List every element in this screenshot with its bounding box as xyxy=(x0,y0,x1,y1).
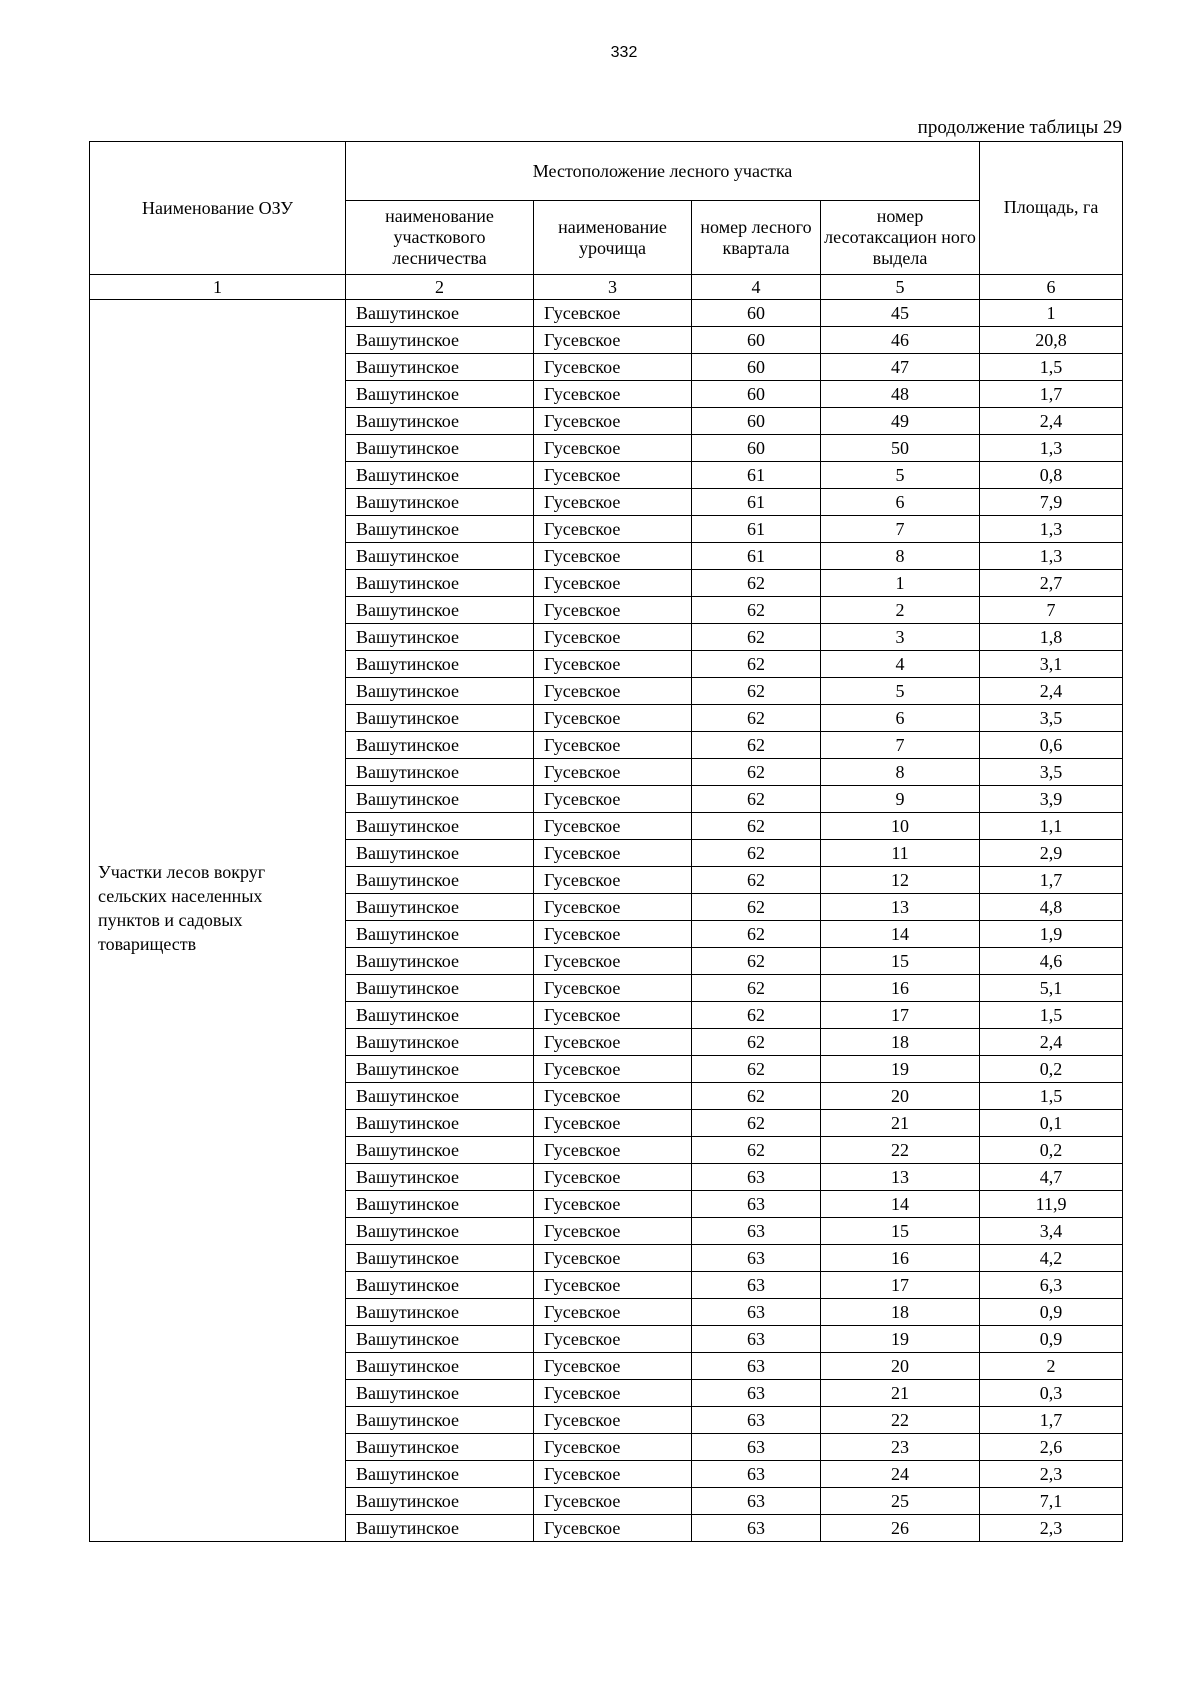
cell-urochishche: Гусевское xyxy=(534,1434,692,1461)
cell-vydel: 22 xyxy=(821,1137,980,1164)
header-vydel: номер лесотаксацион ного выдела xyxy=(821,201,980,275)
cell-area: 7 xyxy=(980,597,1123,624)
cell-urochishche: Гусевское xyxy=(534,975,692,1002)
cell-kvartal: 63 xyxy=(692,1353,821,1380)
cell-area: 1,7 xyxy=(980,867,1123,894)
cell-urochishche: Гусевское xyxy=(534,1380,692,1407)
cell-lesnichestvo: Вашутинское xyxy=(346,1029,534,1056)
cell-kvartal: 62 xyxy=(692,975,821,1002)
cell-kvartal: 63 xyxy=(692,1407,821,1434)
cell-kvartal: 60 xyxy=(692,327,821,354)
cell-kvartal: 62 xyxy=(692,759,821,786)
cell-area: 2,6 xyxy=(980,1434,1123,1461)
cell-lesnichestvo: Вашутинское xyxy=(346,1083,534,1110)
cell-urochishche: Гусевское xyxy=(534,354,692,381)
cell-kvartal: 62 xyxy=(692,705,821,732)
cell-kvartal: 62 xyxy=(692,894,821,921)
cell-vydel: 49 xyxy=(821,408,980,435)
cell-kvartal: 62 xyxy=(692,921,821,948)
header-location-group: Местоположение лесного участка xyxy=(346,142,980,201)
cell-kvartal: 62 xyxy=(692,1002,821,1029)
cell-urochishche: Гусевское xyxy=(534,327,692,354)
cell-vydel: 4 xyxy=(821,651,980,678)
cell-vydel: 14 xyxy=(821,1191,980,1218)
cell-lesnichestvo: Вашутинское xyxy=(346,1299,534,1326)
cell-kvartal: 62 xyxy=(692,1083,821,1110)
cell-kvartal: 62 xyxy=(692,840,821,867)
cell-urochishche: Гусевское xyxy=(534,300,692,327)
cell-vydel: 15 xyxy=(821,948,980,975)
cell-kvartal: 62 xyxy=(692,678,821,705)
cell-area: 1,8 xyxy=(980,624,1123,651)
cell-urochishche: Гусевское xyxy=(534,813,692,840)
cell-lesnichestvo: Вашутинское xyxy=(346,1110,534,1137)
cell-area: 2,9 xyxy=(980,840,1123,867)
cell-kvartal: 63 xyxy=(692,1299,821,1326)
cell-area: 2 xyxy=(980,1353,1123,1380)
cell-lesnichestvo: Вашутинское xyxy=(346,786,534,813)
cell-vydel: 45 xyxy=(821,300,980,327)
cell-urochishche: Гусевское xyxy=(534,948,692,975)
cell-area: 20,8 xyxy=(980,327,1123,354)
cell-kvartal: 63 xyxy=(692,1515,821,1542)
cell-vydel: 8 xyxy=(821,543,980,570)
cell-lesnichestvo: Вашутинское xyxy=(346,1353,534,1380)
cell-kvartal: 61 xyxy=(692,543,821,570)
cell-urochishche: Гусевское xyxy=(534,786,692,813)
cell-vydel: 7 xyxy=(821,516,980,543)
cell-vydel: 23 xyxy=(821,1434,980,1461)
cell-urochishche: Гусевское xyxy=(534,624,692,651)
cell-area: 1,7 xyxy=(980,1407,1123,1434)
cell-kvartal: 62 xyxy=(692,813,821,840)
cell-kvartal: 62 xyxy=(692,1029,821,1056)
header-kvartal: номер лесного квартала xyxy=(692,201,821,275)
cell-urochishche: Гусевское xyxy=(534,1137,692,1164)
cell-kvartal: 62 xyxy=(692,597,821,624)
cell-lesnichestvo: Вашутинское xyxy=(346,1488,534,1515)
cell-urochishche: Гусевское xyxy=(534,1353,692,1380)
cell-lesnichestvo: Вашутинское xyxy=(346,813,534,840)
cell-urochishche: Гусевское xyxy=(534,543,692,570)
cell-vydel: 1 xyxy=(821,570,980,597)
cell-area: 1,1 xyxy=(980,813,1123,840)
cell-lesnichestvo: Вашутинское xyxy=(346,1326,534,1353)
cell-area: 3,4 xyxy=(980,1218,1123,1245)
cell-kvartal: 60 xyxy=(692,381,821,408)
cell-urochishche: Гусевское xyxy=(534,408,692,435)
cell-urochishche: Гусевское xyxy=(534,462,692,489)
cell-area: 0,9 xyxy=(980,1326,1123,1353)
cell-lesnichestvo: Вашутинское xyxy=(346,1380,534,1407)
column-number: 3 xyxy=(534,275,692,300)
cell-area: 2,4 xyxy=(980,678,1123,705)
cell-ozu-name xyxy=(90,300,346,1542)
cell-lesnichestvo: Вашутинское xyxy=(346,462,534,489)
cell-urochishche: Гусевское xyxy=(534,894,692,921)
cell-area: 3,5 xyxy=(980,705,1123,732)
cell-lesnichestvo: Вашутинское xyxy=(346,1245,534,1272)
cell-area: 5,1 xyxy=(980,975,1123,1002)
cell-vydel: 2 xyxy=(821,597,980,624)
cell-urochishche: Гусевское xyxy=(534,678,692,705)
cell-area: 2,7 xyxy=(980,570,1123,597)
cell-area: 2,4 xyxy=(980,1029,1123,1056)
cell-lesnichestvo: Вашутинское xyxy=(346,1164,534,1191)
cell-area: 0,3 xyxy=(980,1380,1123,1407)
cell-area: 4,8 xyxy=(980,894,1123,921)
cell-area: 0,2 xyxy=(980,1056,1123,1083)
cell-urochishche: Гусевское xyxy=(534,732,692,759)
column-number: 6 xyxy=(980,275,1123,300)
cell-area: 4,6 xyxy=(980,948,1123,975)
cell-vydel: 20 xyxy=(821,1353,980,1380)
cell-vydel: 10 xyxy=(821,813,980,840)
cell-area: 1,3 xyxy=(980,543,1123,570)
cell-area: 1,5 xyxy=(980,1083,1123,1110)
cell-vydel: 6 xyxy=(821,489,980,516)
page-number: 332 xyxy=(610,44,638,61)
cell-kvartal: 60 xyxy=(692,435,821,462)
cell-vydel: 46 xyxy=(821,327,980,354)
cell-area: 2,4 xyxy=(980,408,1123,435)
cell-kvartal: 63 xyxy=(692,1164,821,1191)
cell-urochishche: Гусевское xyxy=(534,597,692,624)
cell-urochishche: Гусевское xyxy=(534,1326,692,1353)
cell-lesnichestvo: Вашутинское xyxy=(346,489,534,516)
cell-kvartal: 63 xyxy=(692,1434,821,1461)
cell-kvartal: 62 xyxy=(692,867,821,894)
cell-urochishche: Гусевское xyxy=(534,1056,692,1083)
cell-lesnichestvo: Вашутинское xyxy=(346,624,534,651)
cell-kvartal: 62 xyxy=(692,1137,821,1164)
cell-urochishche: Гусевское xyxy=(534,381,692,408)
cell-vydel: 19 xyxy=(821,1326,980,1353)
cell-urochishche: Гусевское xyxy=(534,1299,692,1326)
cell-urochishche: Гусевское xyxy=(534,705,692,732)
cell-lesnichestvo: Вашутинское xyxy=(346,354,534,381)
cell-lesnichestvo: Вашутинское xyxy=(346,408,534,435)
cell-urochishche: Гусевское xyxy=(534,1002,692,1029)
cell-vydel: 50 xyxy=(821,435,980,462)
cell-area: 0,8 xyxy=(980,462,1123,489)
cell-vydel: 21 xyxy=(821,1110,980,1137)
cell-area: 11,9 xyxy=(980,1191,1123,1218)
cell-area: 2,3 xyxy=(980,1515,1123,1542)
cell-kvartal: 60 xyxy=(692,300,821,327)
cell-lesnichestvo: Вашутинское xyxy=(346,705,534,732)
cell-urochishche: Гусевское xyxy=(534,1488,692,1515)
cell-lesnichestvo: Вашутинское xyxy=(346,300,534,327)
cell-kvartal: 63 xyxy=(692,1326,821,1353)
cell-lesnichestvo: Вашутинское xyxy=(346,894,534,921)
cell-vydel: 21 xyxy=(821,1380,980,1407)
cell-vydel: 26 xyxy=(821,1515,980,1542)
cell-lesnichestvo: Вашутинское xyxy=(346,543,534,570)
cell-lesnichestvo: Вашутинское xyxy=(346,921,534,948)
cell-area: 6,3 xyxy=(980,1272,1123,1299)
cell-vydel: 20 xyxy=(821,1083,980,1110)
cell-urochishche: Гусевское xyxy=(534,1218,692,1245)
cell-lesnichestvo: Вашутинское xyxy=(346,678,534,705)
cell-area: 4,2 xyxy=(980,1245,1123,1272)
cell-vydel: 16 xyxy=(821,1245,980,1272)
cell-urochishche: Гусевское xyxy=(534,1110,692,1137)
cell-area: 0,9 xyxy=(980,1299,1123,1326)
cell-area: 0,1 xyxy=(980,1110,1123,1137)
cell-urochishche: Гусевское xyxy=(534,1515,692,1542)
cell-urochishche: Гусевское xyxy=(534,651,692,678)
cell-kvartal: 63 xyxy=(692,1218,821,1245)
column-number-row xyxy=(90,275,1123,300)
cell-vydel: 22 xyxy=(821,1407,980,1434)
cell-area: 3,5 xyxy=(980,759,1123,786)
header-name-ozu: Наименование ОЗУ xyxy=(90,142,346,275)
cell-area: 1 xyxy=(980,300,1123,327)
cell-lesnichestvo: Вашутинское xyxy=(346,435,534,462)
cell-urochishche: Гусевское xyxy=(534,435,692,462)
cell-kvartal: 61 xyxy=(692,489,821,516)
ozu-name-text: Участки лесов вокруг сельских населенных пунктов и садовых товариществ xyxy=(98,862,266,954)
cell-lesnichestvo: Вашутинское xyxy=(346,516,534,543)
cell-vydel: 18 xyxy=(821,1299,980,1326)
cell-area: 1,7 xyxy=(980,381,1123,408)
cell-kvartal: 62 xyxy=(692,732,821,759)
cell-lesnichestvo: Вашутинское xyxy=(346,867,534,894)
cell-vydel: 8 xyxy=(821,759,980,786)
column-number: 5 xyxy=(821,275,980,300)
cell-area: 0,2 xyxy=(980,1137,1123,1164)
cell-lesnichestvo: Вашутинское xyxy=(346,732,534,759)
column-number: 4 xyxy=(692,275,821,300)
cell-kvartal: 62 xyxy=(692,1110,821,1137)
cell-kvartal: 61 xyxy=(692,516,821,543)
cell-urochishche: Гусевское xyxy=(534,1245,692,1272)
cell-kvartal: 63 xyxy=(692,1245,821,1272)
cell-lesnichestvo: Вашутинское xyxy=(346,1461,534,1488)
cell-urochishche: Гусевское xyxy=(534,759,692,786)
cell-kvartal: 63 xyxy=(692,1191,821,1218)
cell-lesnichestvo: Вашутинское xyxy=(346,1191,534,1218)
cell-lesnichestvo: Вашутинское xyxy=(346,1515,534,1542)
cell-lesnichestvo: Вашутинское xyxy=(346,840,534,867)
cell-urochishche: Гусевское xyxy=(534,1407,692,1434)
cell-lesnichestvo: Вашутинское xyxy=(346,1056,534,1083)
cell-lesnichestvo: Вашутинское xyxy=(346,570,534,597)
cell-kvartal: 62 xyxy=(692,570,821,597)
cell-area: 1,5 xyxy=(980,1002,1123,1029)
cell-area: 0,6 xyxy=(980,732,1123,759)
cell-area: 3,1 xyxy=(980,651,1123,678)
cell-vydel: 5 xyxy=(821,462,980,489)
cell-vydel: 18 xyxy=(821,1029,980,1056)
header-lesnichestvo: наименование участкового лесничества xyxy=(346,201,534,275)
cell-urochishche: Гусевское xyxy=(534,570,692,597)
cell-vydel: 9 xyxy=(821,786,980,813)
cell-vydel: 13 xyxy=(821,1164,980,1191)
table-row xyxy=(90,300,1123,327)
cell-lesnichestvo: Вашутинское xyxy=(346,948,534,975)
cell-lesnichestvo: Вашутинское xyxy=(346,1407,534,1434)
cell-area: 7,9 xyxy=(980,489,1123,516)
cell-vydel: 16 xyxy=(821,975,980,1002)
cell-vydel: 6 xyxy=(821,705,980,732)
cell-area: 2,3 xyxy=(980,1461,1123,1488)
cell-kvartal: 63 xyxy=(692,1272,821,1299)
cell-vydel: 5 xyxy=(821,678,980,705)
cell-vydel: 12 xyxy=(821,867,980,894)
cell-lesnichestvo: Вашутинское xyxy=(346,597,534,624)
cell-urochishche: Гусевское xyxy=(534,1164,692,1191)
cell-kvartal: 63 xyxy=(692,1380,821,1407)
header-urochishche: наименование урочища xyxy=(534,201,692,275)
cell-vydel: 15 xyxy=(821,1218,980,1245)
cell-vydel: 25 xyxy=(821,1488,980,1515)
cell-urochishche: Гусевское xyxy=(534,1029,692,1056)
cell-area: 1,3 xyxy=(980,435,1123,462)
cell-kvartal: 60 xyxy=(692,408,821,435)
cell-lesnichestvo: Вашутинское xyxy=(346,759,534,786)
cell-area: 3,9 xyxy=(980,786,1123,813)
cell-vydel: 47 xyxy=(821,354,980,381)
cell-kvartal: 60 xyxy=(692,354,821,381)
cell-kvartal: 62 xyxy=(692,786,821,813)
cell-kvartal: 62 xyxy=(692,624,821,651)
cell-urochishche: Гусевское xyxy=(534,1083,692,1110)
cell-lesnichestvo: Вашутинское xyxy=(346,1137,534,1164)
cell-kvartal: 62 xyxy=(692,651,821,678)
cell-lesnichestvo: Вашутинское xyxy=(346,1002,534,1029)
cell-area: 1,3 xyxy=(980,516,1123,543)
cell-lesnichestvo: Вашутинское xyxy=(346,1218,534,1245)
cell-lesnichestvo: Вашутинское xyxy=(346,651,534,678)
cell-vydel: 14 xyxy=(821,921,980,948)
cell-vydel: 13 xyxy=(821,894,980,921)
cell-kvartal: 63 xyxy=(692,1488,821,1515)
cell-vydel: 19 xyxy=(821,1056,980,1083)
cell-urochishche: Гусевское xyxy=(534,1272,692,1299)
column-number: 1 xyxy=(90,275,346,300)
cell-vydel: 3 xyxy=(821,624,980,651)
cell-urochishche: Гусевское xyxy=(534,1191,692,1218)
header-area: Площадь, га xyxy=(980,142,1123,275)
cell-area: 1,9 xyxy=(980,921,1123,948)
cell-kvartal: 61 xyxy=(692,462,821,489)
cell-vydel: 24 xyxy=(821,1461,980,1488)
cell-area: 7,1 xyxy=(980,1488,1123,1515)
cell-urochishche: Гусевское xyxy=(534,840,692,867)
table-continuation-title: продолжение таблицы 29 xyxy=(917,117,1122,138)
cell-vydel: 11 xyxy=(821,840,980,867)
cell-area: 4,7 xyxy=(980,1164,1123,1191)
cell-urochishche: Гусевское xyxy=(534,867,692,894)
cell-lesnichestvo: Вашутинское xyxy=(346,381,534,408)
column-number: 2 xyxy=(346,275,534,300)
cell-lesnichestvo: Вашутинское xyxy=(346,1434,534,1461)
table-body xyxy=(90,300,1123,1542)
cell-urochishche: Гусевское xyxy=(534,516,692,543)
forest-plots-table xyxy=(89,141,1123,1542)
cell-kvartal: 62 xyxy=(692,948,821,975)
cell-lesnichestvo: Вашутинское xyxy=(346,1272,534,1299)
cell-vydel: 17 xyxy=(821,1272,980,1299)
cell-urochishche: Гусевское xyxy=(534,489,692,516)
cell-vydel: 17 xyxy=(821,1002,980,1029)
cell-lesnichestvo: Вашутинское xyxy=(346,975,534,1002)
cell-area: 1,5 xyxy=(980,354,1123,381)
cell-vydel: 48 xyxy=(821,381,980,408)
cell-urochishche: Гусевское xyxy=(534,921,692,948)
cell-kvartal: 63 xyxy=(692,1461,821,1488)
cell-vydel: 7 xyxy=(821,732,980,759)
cell-lesnichestvo: Вашутинское xyxy=(346,327,534,354)
cell-urochishche: Гусевское xyxy=(534,1461,692,1488)
cell-kvartal: 62 xyxy=(692,1056,821,1083)
